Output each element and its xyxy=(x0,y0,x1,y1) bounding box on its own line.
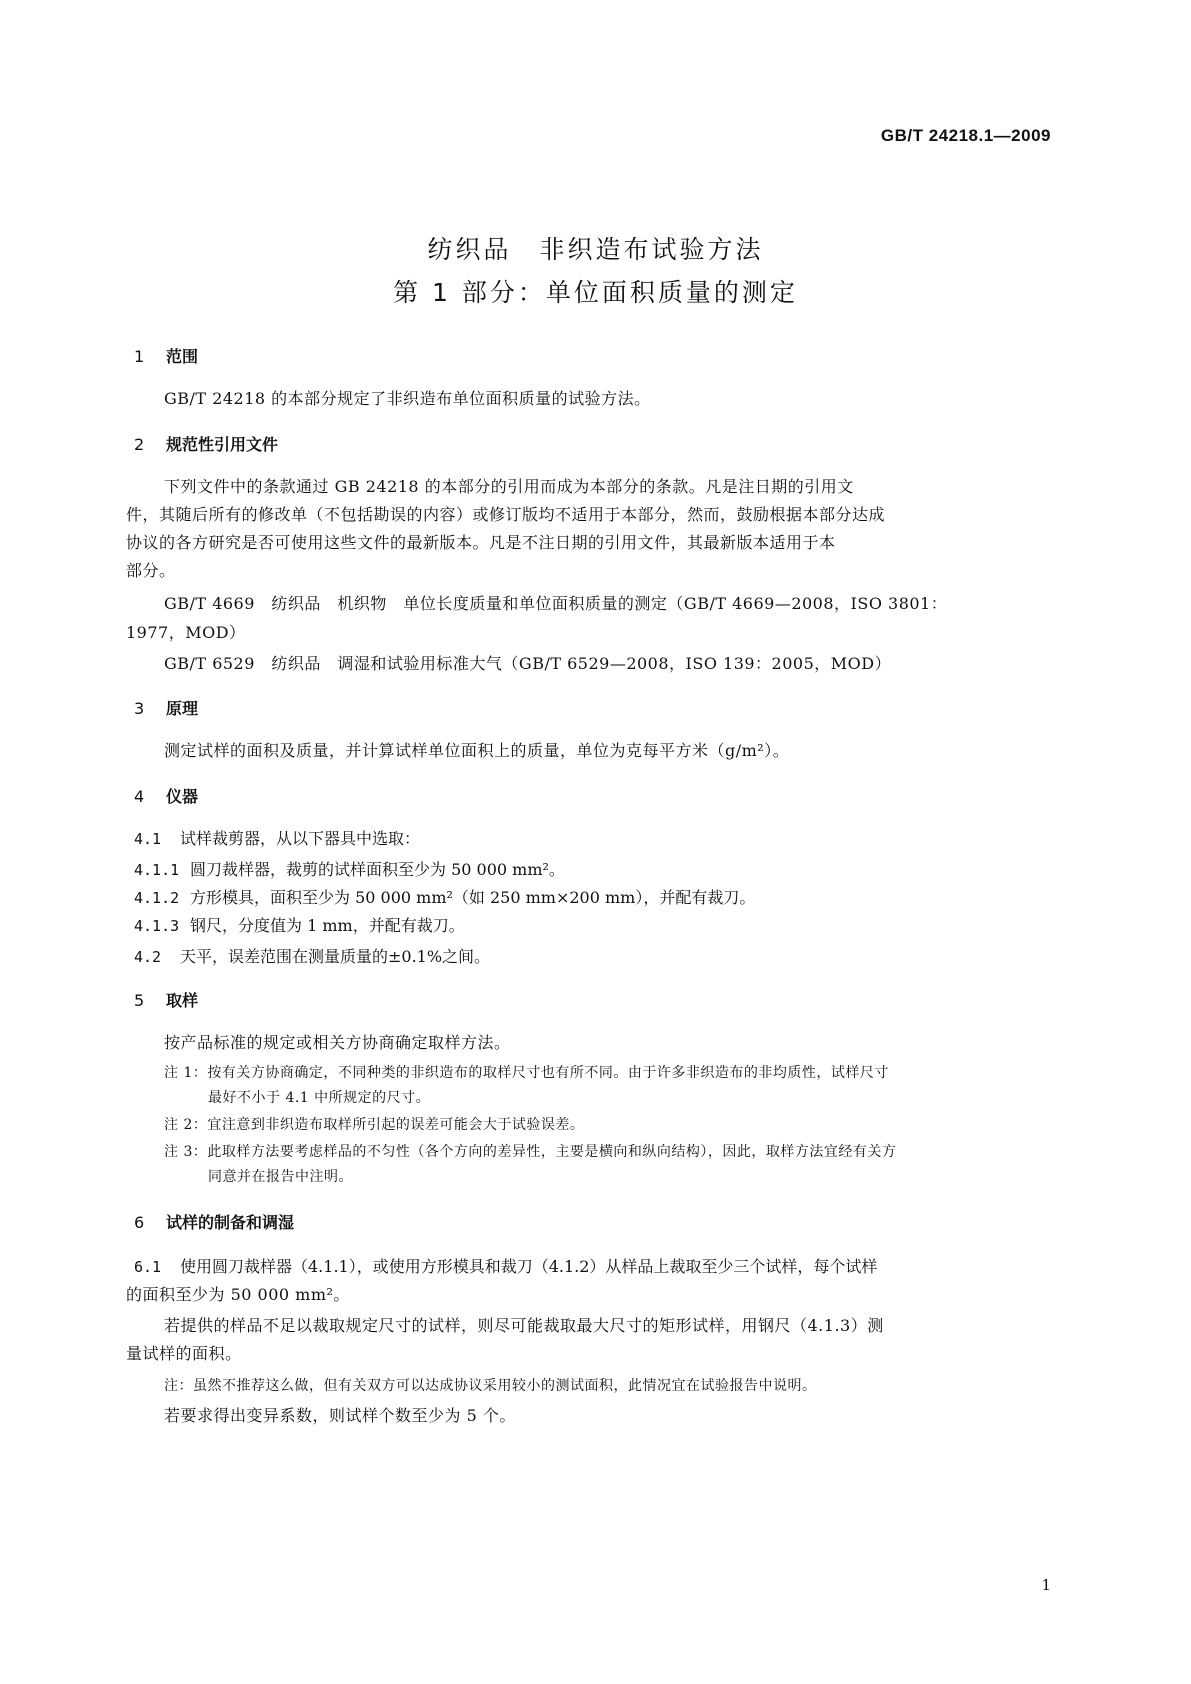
clause-number: 4.2 xyxy=(134,948,162,966)
note-2: 注 2：宜注意到非织造布取样所引起的误差可能会大于试验误差。 xyxy=(164,1117,585,1133)
document-title-line1: 纺织品 非织造布试验方法 xyxy=(427,235,764,264)
page-number: 1 xyxy=(1041,1576,1051,1594)
clause-6-1-line: 的面积至少为 50 000 mm²。 xyxy=(126,1285,350,1304)
note-3-line: 同意并在报告中注明。 xyxy=(208,1169,353,1185)
section-number: 3 xyxy=(134,699,145,718)
reference-gbt-6529: GB/T 6529 纺织品 调湿和试验用标准大气（GB/T 6529—2008，ISO 139：2005，MOD） xyxy=(164,654,892,673)
clause-number: 4.1.3 xyxy=(134,917,180,935)
section-6-note: 注：虽然不推荐这么做，但有关双方可以达成协议采用较小的测试面积，此情况宜在试验报告中说明。 xyxy=(164,1378,817,1394)
clause-number: 6.1 xyxy=(134,1258,162,1276)
clause-4-1 xyxy=(134,826,420,849)
section-2-paragraph-line: 部分。 xyxy=(126,561,176,580)
section-1-paragraph: GB/T 24218 的本部分规定了非织造布单位面积质量的试验方法。 xyxy=(164,389,651,408)
clause-number: 4.1.2 xyxy=(134,889,180,907)
reference-gbt-4669-cont: 1977，MOD） xyxy=(126,623,246,642)
clause-text: 钢尺，分度值为 1 mm，并配有裁刀。 xyxy=(190,916,465,935)
section-6-paragraph-line: 若要求得出变异系数，则试样个数至少为 5 个。 xyxy=(164,1406,516,1425)
section-title: 取样 xyxy=(166,991,199,1010)
document-title-line2: 第 1 部分：单位面积质量的测定 xyxy=(393,278,798,307)
clause-4-2 xyxy=(134,944,490,967)
clause-6-1 xyxy=(134,1254,877,1277)
section-number: 6 xyxy=(134,1213,145,1232)
section-number: 2 xyxy=(134,435,145,454)
clause-4-1-3 xyxy=(134,913,465,936)
section-2-paragraph-line: 下列文件中的条款通过 GB 24218 的本部分的引用而成为本部分的条款。凡是注日期的引用文 xyxy=(164,477,854,496)
clause-text: 试样裁剪器，从以下器具中选取： xyxy=(180,829,421,848)
clause-text: 使用圆刀裁样器（4.1.1），或使用方形模具和裁刀（4.1.2）从样品上裁取至少三个试样，每个试样 xyxy=(180,1257,878,1276)
section-6-heading xyxy=(134,1210,294,1233)
section-2-paragraph-line: 件，其随后所有的修改单（不包括勘误的内容）或修订版均不适用于本部分，然而，鼓励根据本部分达成 xyxy=(126,505,886,524)
note-1-line: 最好不小于 4.1 中所规定的尺寸。 xyxy=(208,1090,431,1106)
section-title: 试样的制备和调湿 xyxy=(166,1213,295,1232)
section-3-heading xyxy=(134,696,198,719)
section-number: 4 xyxy=(134,787,145,806)
section-3-paragraph: 测定试样的面积及质量，并计算试样单位面积上的质量，单位为克每平方米（g/m²）。 xyxy=(164,741,790,760)
section-1-heading xyxy=(134,344,198,367)
section-number: 5 xyxy=(134,991,145,1010)
section-5-heading xyxy=(134,988,198,1011)
note-3-line: 注 3：此取样方法要考虑样品的不匀性（各个方向的差异性，主要是横向和纵向结构），因此，取样方法宜经有关方 xyxy=(164,1144,897,1160)
clause-4-1-1 xyxy=(134,857,565,880)
clause-number: 4.1 xyxy=(134,830,162,848)
section-2-paragraph-line: 协议的各方研究是否可使用这些文件的最新版本。凡是不注日期的引用文件，其最新版本适用于本 xyxy=(126,533,836,552)
section-number: 1 xyxy=(134,347,145,366)
section-2-heading xyxy=(134,432,278,455)
clause-text: 方形模具，面积至少为 50 000 mm²（如 250 mm×200 mm），并配有裁刀。 xyxy=(190,888,756,907)
reference-gbt-4669: GB/T 4669 纺织品 机织物 单位长度质量和单位面积质量的测定（GB/T 4669—2008，ISO 3801： xyxy=(164,594,948,613)
section-6-paragraph-line: 若提供的样品不足以裁取规定尺寸的试样，则尽可能裁取最大尺寸的矩形试样，用钢尺（4.1.3）测 xyxy=(164,1316,884,1335)
note-1-line: 注 1：按有关方协商确定，不同种类的非织造布的取样尺寸也有所不同。由于许多非织造布的非均质性，试样尺寸 xyxy=(164,1065,889,1081)
clause-4-1-2 xyxy=(134,885,755,908)
section-title: 范围 xyxy=(166,347,199,366)
section-5-paragraph: 按产品标准的规定或相关方协商确定取样方法。 xyxy=(164,1033,511,1052)
section-4-heading xyxy=(134,784,198,807)
section-6-paragraph-line: 量试样的面积。 xyxy=(126,1344,242,1363)
section-title: 仪器 xyxy=(166,787,199,806)
clause-text: 圆刀裁样器，裁剪的试样面积至少为 50 000 mm²。 xyxy=(190,860,565,879)
standard-code: GB/T 24218.1—2009 xyxy=(880,126,1051,145)
section-title: 原理 xyxy=(166,699,199,718)
clause-text: 天平，误差范围在测量质量的±0.1%之间。 xyxy=(180,947,491,966)
clause-number: 4.1.1 xyxy=(134,861,180,879)
section-title: 规范性引用文件 xyxy=(166,435,279,454)
